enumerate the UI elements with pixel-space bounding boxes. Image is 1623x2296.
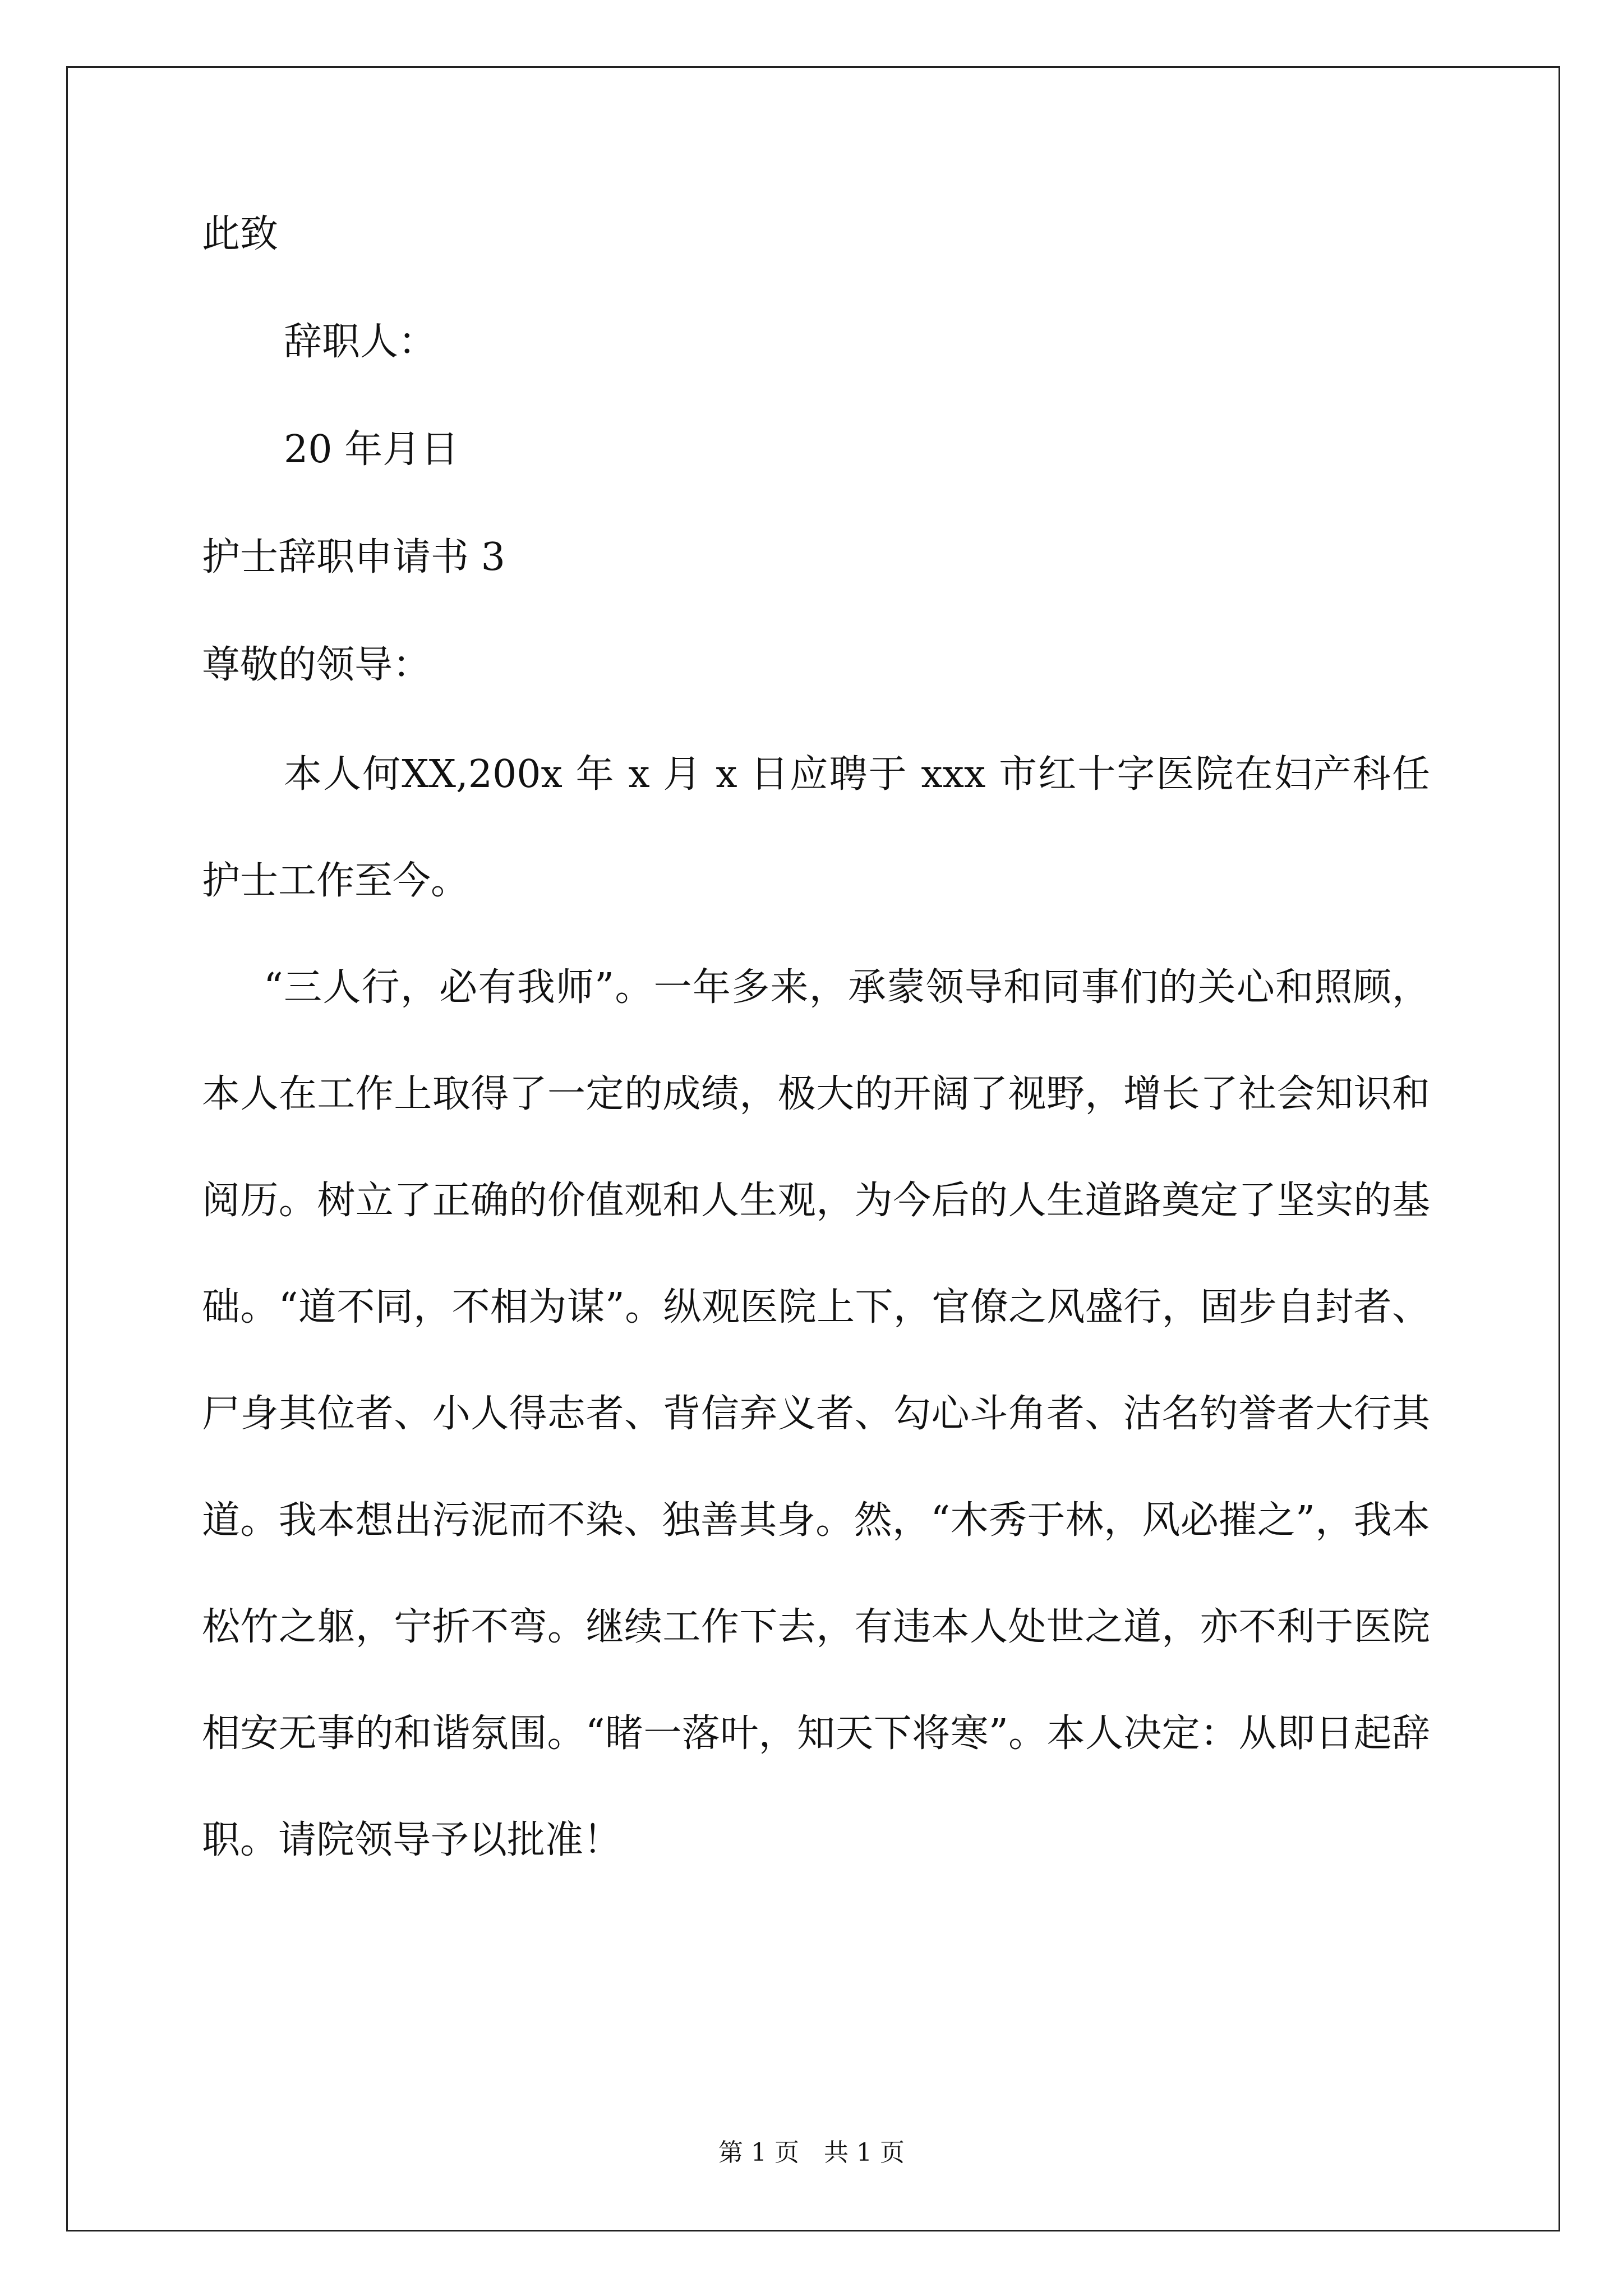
paragraph-intro: 本人何XX,200x 年 x 月 x 日应聘于 xxx 市红十字医院在妇产科任护士工作至今。 — [202, 752, 1430, 903]
closing-line: 此致 — [202, 212, 279, 256]
document-body — [202, 208, 1430, 1894]
salutation: 尊敬的领导： — [202, 643, 431, 687]
paragraph-reason: “三人行，必有我师”。一年多来，承蒙领导和同事们的关心和照顾，本人在工作上取得了一定的成绩，极大的开阔了视野，增长了社会知识和阅历。树立了正确的价值观和人生观，为今后的人生道路奠定了坚实的基础。“道不同，不相为谋”。纵观医院上下，官僚之风盛行，固步自封者、尸身其位者、小人得志者、背信弃义者、勾心斗角者、沽名钓誉者大行其道。我本想出污泥而不染、独善其身。然，“木秀于林，风必摧之”，我本松竹之躯，宁折不弯。继续工作下去，有违本人处世之道，亦不利于医院相安无事的和谐氛围。“睹一落叶，知天下将寒”。本人决定：从即日起辞职。请院领导予以批准！ — [202, 965, 1430, 1862]
date-line: 20 年月日 — [284, 427, 459, 472]
signer-label: 辞职人： — [284, 320, 437, 364]
document-title: 护士辞职申请书 3 — [202, 535, 505, 579]
page-footer: 第 1 页 共 1 页 — [718, 2138, 905, 2167]
